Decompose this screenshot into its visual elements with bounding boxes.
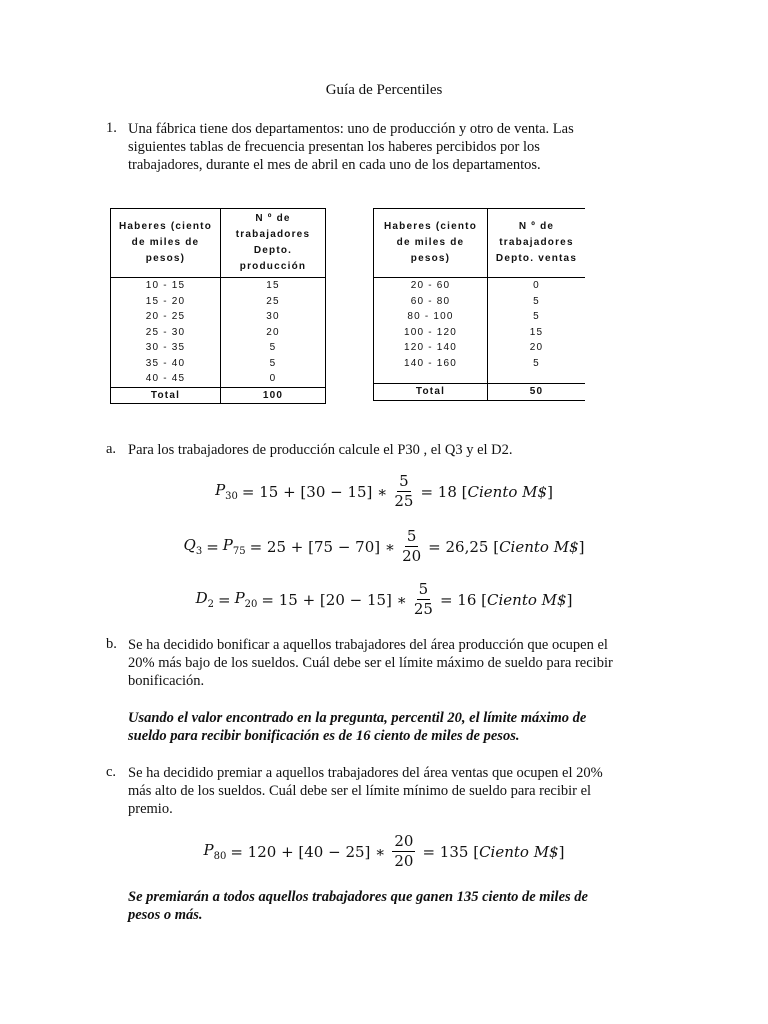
table-cell: 0 — [533, 280, 540, 291]
fraction-numerator: 5 — [406, 527, 417, 545]
table-row — [111, 325, 326, 341]
formula-p80 — [0, 832, 768, 871]
table-cell: 15 — [266, 280, 280, 291]
formula-fraction — [414, 580, 433, 619]
formula-bracket: ] — [566, 590, 573, 609]
table-cell: 25 — [266, 295, 280, 307]
table-cell: 5 — [533, 311, 540, 322]
table-cell: 15 - 20 — [111, 294, 221, 310]
table-row — [374, 340, 586, 356]
table-cell: Total — [111, 387, 221, 404]
table-cell: 25 - 30 — [111, 325, 221, 341]
table-total-row — [111, 387, 326, 404]
text-line: Se premiarán a todos aquellos trabajadores que ganen 135 ciento de miles de — [128, 889, 588, 905]
table-cell: 20 — [529, 342, 544, 353]
table-spacer-row — [374, 371, 586, 384]
sales-table — [373, 208, 585, 401]
question-b-text — [128, 636, 668, 690]
table-cell: 20 - 25 — [111, 309, 221, 325]
formula-symbol: Q — [183, 536, 196, 554]
question-a-text: Para los trabajadores de producción calcule el P30 , el Q3 y el D2. — [128, 442, 513, 458]
formula-subscript: 80 — [213, 851, 227, 862]
formula-bracket: ] — [558, 842, 565, 861]
formula-p30 — [0, 472, 768, 511]
table-header-cell: Haberes (ciento de miles de pesos) — [111, 209, 221, 278]
formula-unit: Ciento M$ — [499, 537, 579, 556]
table-row — [111, 340, 326, 356]
table-cell: 5 — [269, 357, 277, 369]
formula-bracket: ] — [547, 482, 553, 501]
formula-unit: Ciento M$ — [487, 590, 567, 609]
question-c-answer — [128, 888, 668, 924]
table-cell: 5 — [533, 357, 540, 369]
formula-fraction — [402, 527, 421, 566]
table-cell: 80 - 100 — [374, 309, 488, 325]
formula-expression: = 25 + [75 − 70] ∗ — [249, 537, 396, 556]
table-row — [111, 294, 326, 310]
table-header-row — [111, 209, 326, 278]
fraction-denominator: 20 — [402, 547, 422, 565]
text-line: Una fábrica tiene dos departamentos: uno de producción y otro de venta. Las — [128, 121, 574, 137]
text-line: pesos o más. — [128, 907, 203, 923]
table-header-cell: N º de trabajadores Depto. ventas — [488, 209, 586, 278]
table-header-row — [374, 209, 586, 278]
page-title: Guía de Percentiles — [325, 82, 443, 98]
text-line: siguientes tablas de frecuencia presentan los haberes percibidos por los — [128, 139, 540, 155]
table-total-row — [374, 384, 586, 401]
text-line: sueldo para recibir bonificación es de 16 ciento de miles de pesos. — [128, 728, 520, 744]
text-line: más alto de los sueldos. Cuál debe ser el límite mínimo de sueldo para recibir el — [128, 783, 592, 799]
table-cell: 0 — [269, 373, 277, 384]
table-cell: 60 - 80 — [374, 294, 488, 310]
table-row — [374, 294, 586, 310]
table-cell: 100 — [221, 387, 326, 404]
table-cell: 20 - 60 — [374, 278, 488, 294]
question-1-number: 1. — [106, 120, 117, 136]
question-c-letter: c. — [106, 764, 117, 780]
table-cell: 50 — [488, 384, 586, 401]
formula-symbol: D — [195, 589, 208, 607]
formula-symbol: P — [215, 481, 226, 499]
formula-result: = 16 [ — [439, 590, 488, 609]
table-cell: 100 - 120 — [374, 325, 488, 341]
text-line: 20% más bajo de los sueldos. Cuál debe ser el límite máximo de sueldo para recibir — [128, 655, 613, 671]
table-cell: 30 — [266, 311, 280, 322]
formula-subscript: 30 — [225, 491, 238, 502]
formula-fraction — [394, 472, 413, 511]
formula-subscript: 2 — [207, 599, 214, 610]
fraction-denominator: 25 — [394, 492, 414, 510]
table-cell: 40 - 45 — [111, 371, 221, 387]
formula-result: = 135 [ — [422, 842, 480, 861]
table-row — [111, 278, 326, 294]
table-cell: 120 - 140 — [374, 340, 488, 356]
formula-subscript: 75 — [232, 546, 246, 557]
table-cell: Total — [374, 384, 488, 401]
table-cell: 30 - 35 — [111, 340, 221, 356]
table-cell: 5 — [269, 342, 277, 353]
formula-symbol: P — [222, 536, 233, 554]
table-row — [111, 356, 326, 372]
formula-fraction — [392, 832, 415, 871]
formula-unit: Ciento M$ — [479, 842, 559, 861]
formula-symbol: P — [234, 589, 245, 607]
question-a-letter: a. — [106, 441, 117, 457]
table-row — [111, 309, 326, 325]
text-line: bonificación. — [128, 673, 205, 689]
formula-subscript: 20 — [244, 599, 258, 610]
table-cell: 5 — [533, 295, 540, 307]
table-header-cell: Haberes (ciento de miles de pesos) — [374, 209, 488, 278]
production-table — [110, 208, 326, 404]
table-row — [374, 325, 586, 341]
question-c-text — [128, 764, 668, 818]
table-row — [111, 371, 326, 387]
formula-unit: Ciento M$ — [467, 482, 548, 501]
formula-result: = 18 [ — [420, 482, 468, 501]
question-b-letter: b. — [106, 636, 117, 652]
formula-expression: = 15 + [20 − 15] ∗ — [261, 590, 407, 609]
formula-expression: = 120 + [40 − 25] ∗ — [230, 842, 386, 861]
formula-bracket: ] — [578, 537, 585, 556]
table-row — [374, 278, 586, 294]
question-b-answer — [128, 709, 668, 745]
table-row — [374, 356, 586, 372]
fraction-numerator: 20 — [394, 832, 414, 850]
fraction-denominator: 25 — [413, 600, 433, 618]
text-line: Se ha decidido bonificar a aquellos trabajadores del área producción que ocupen el — [128, 637, 608, 653]
table-row — [374, 309, 586, 325]
formula-expression: = 15 + [30 − 15] ∗ — [241, 482, 388, 501]
text-line: premio. — [128, 801, 173, 817]
table-cell: 15 — [529, 326, 544, 338]
table-cell: 35 - 40 — [111, 356, 221, 372]
fraction-denominator: 20 — [394, 852, 414, 870]
formula-subscript: 3 — [195, 546, 203, 557]
fraction-numerator: 5 — [399, 472, 409, 490]
table-cell: 10 - 15 — [111, 278, 221, 294]
table-cell: 20 — [266, 326, 280, 338]
question-1-text — [128, 120, 668, 174]
fraction-numerator: 5 — [418, 580, 429, 598]
formula-q3: $Q_3$ = $P_{75}$ = 25 + [75 − 70] ∗ $\frac{5}{20}$ = 26,25 [Ciento M$] — [183, 527, 585, 565]
formula-result: = 26,25 [ — [428, 537, 500, 556]
table-header-cell: N º de trabajadores Depto. producción — [221, 209, 326, 278]
text-line: trabajadores, durante el mes de abril en cada uno de los departamentos. — [128, 157, 541, 173]
text-line: Se ha decidido premiar a aquellos trabajadores del área ventas que ocupen el 20% — [128, 765, 603, 781]
text-line: Usando el valor encontrado en la pregunta, percentil 20, el límite máximo de — [128, 710, 587, 726]
formula-d2: $D_2$ = $P_{20}$ = 15 + [20 − 15] ∗ $\frac{5}{25}$ = 16 [Ciento M$] — [195, 580, 573, 618]
table-cell: 140 - 160 — [374, 356, 488, 372]
formula-symbol: P — [203, 841, 214, 859]
